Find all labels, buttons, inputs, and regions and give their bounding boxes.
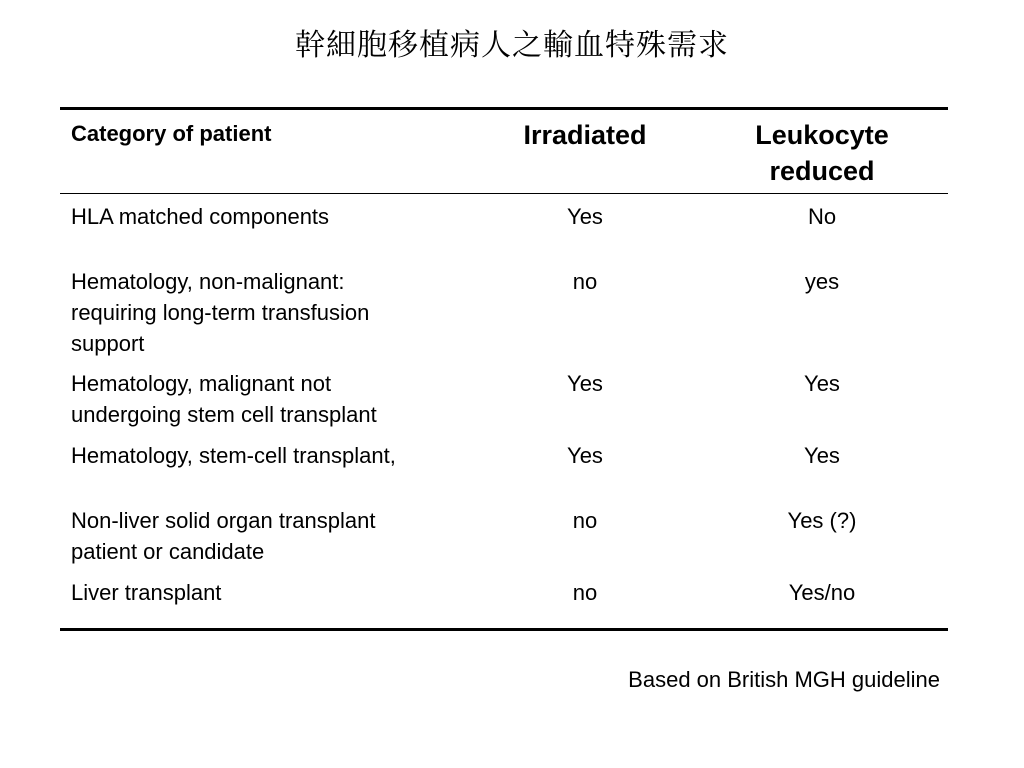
table-row-leukocyte: Yes [804,371,840,396]
table-top-rule [60,107,948,110]
category-line: patient or candidate [71,539,265,564]
category-line: Liver transplant [71,580,222,605]
table-row-category [71,266,471,359]
slide-title: 幹細胞移植病人之輸血特殊需求 [295,28,729,63]
category-line: requiring long-term transfusion [71,300,370,325]
table-row-irradiated: Yes [567,371,603,396]
header-leukocyte-line2: reduced [769,156,875,186]
header-leukocyte-reduced [722,117,922,189]
category-line: Hematology, non-malignant: [71,269,345,294]
table-row-irradiated: Yes [567,443,603,468]
table-row-leukocyte: Yes [804,443,840,468]
table-row-irradiated: no [572,580,598,605]
table-row-irradiated: Yes [567,204,603,229]
category-line: Hematology, malignant not [71,371,332,396]
table-row-leukocyte: Yes/no [788,580,856,605]
table-row-irradiated: no [572,508,598,533]
table-row-category [71,440,471,471]
table-row-leukocyte: Yes (?) [787,508,857,533]
table-row-category [71,201,471,232]
table-row-irradiated: no [572,269,598,294]
table-row-leukocyte: No [807,204,837,229]
header-irradiated: Irradiated [523,120,647,150]
category-line: Hematology, stem-cell transplant, [71,443,396,468]
category-line: undergoing stem cell transplant [71,402,377,427]
table-header-rule [60,193,948,194]
header-category: Category of patient [71,121,272,146]
header-leukocyte-line1: Leukocyte [755,120,889,150]
source-footnote: Based on British MGH guideline [628,667,940,692]
category-line: Non-liver solid organ transplant [71,508,376,533]
table-row-category [71,505,471,567]
category-line: support [71,331,145,356]
table-row-leukocyte: yes [804,269,840,294]
table-row-category [71,577,471,608]
table-row-category [71,368,471,430]
category-line: HLA matched components [71,204,330,229]
table-bottom-rule [60,628,948,631]
